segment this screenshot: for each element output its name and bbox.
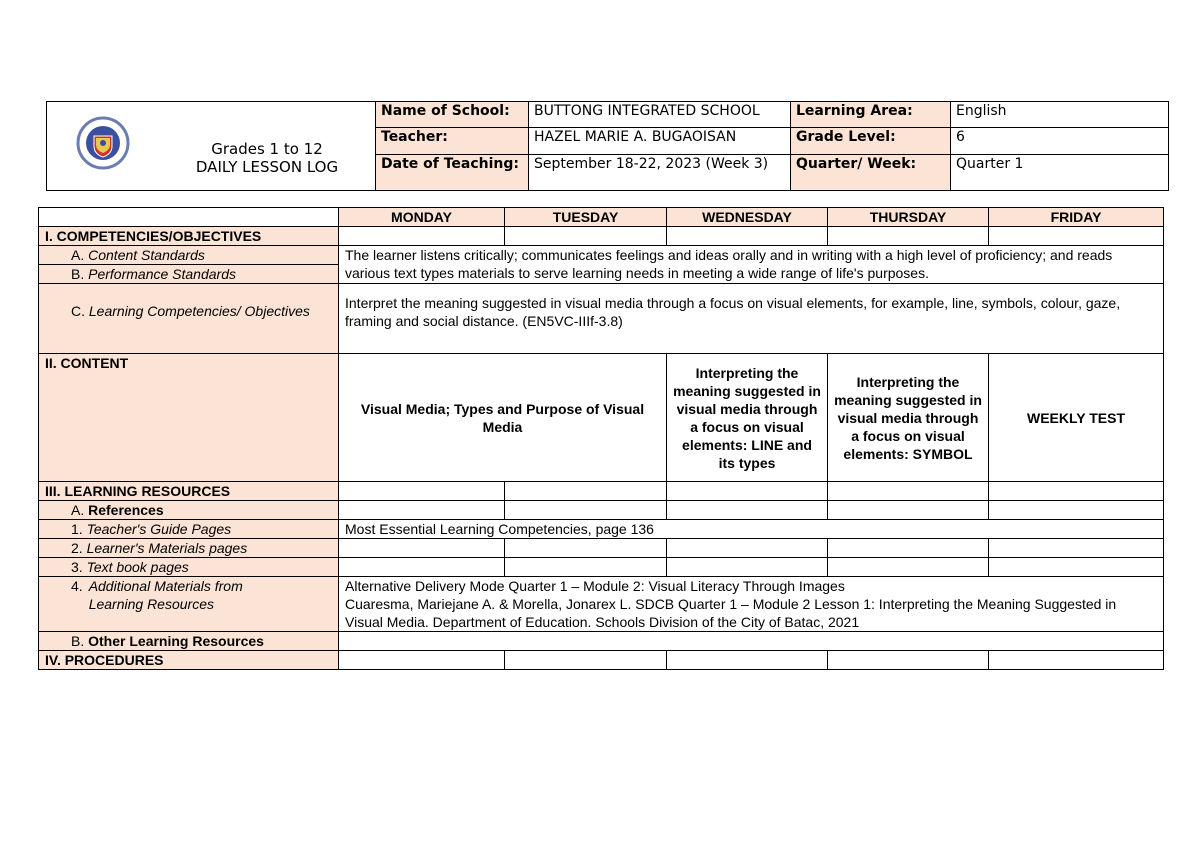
content-fri: WEEKLY TEST	[989, 354, 1164, 482]
am-row	[39, 577, 1164, 632]
lm-label	[39, 539, 339, 558]
grade-value: 6	[951, 128, 1169, 154]
content-mon-tue: Visual Media; Types and Purpose of Visual Media	[339, 354, 667, 482]
school-value: BUTTONG INTEGRATED SCHOOL	[529, 102, 791, 128]
tb-label	[39, 558, 339, 577]
procedures-row	[39, 651, 1164, 670]
am-line1: Alternative Delivery Mode Quarter 1 – Module 2: Visual Literacy Through Images	[345, 578, 845, 594]
tg-label-text: Teacher's Guide Pages	[86, 521, 232, 537]
day-thursday: THURSDAY	[828, 208, 989, 227]
day-friday: FRIDAY	[989, 208, 1164, 227]
resources-row	[39, 482, 1164, 501]
marker-c: C.	[71, 303, 85, 319]
content-row	[39, 354, 1164, 482]
lm-label-text: Learner's Materials pages	[86, 540, 248, 556]
learning-competencies-content: Interpret the meaning suggested in visual media through a focus on visual elements, for example, line, symbols, colour, gaze, framing and social distance. (EN5VC-IIIf-3.8)	[339, 284, 1164, 354]
marker-4: 4.	[71, 578, 83, 594]
quarter-value: Quarter 1	[951, 154, 1169, 190]
am-label	[39, 577, 339, 632]
performance-standards-label	[39, 265, 339, 284]
marker-a2: A.	[71, 502, 85, 518]
date-value: September 18-22, 2023 (Week 3)	[529, 154, 791, 190]
corner-cell	[39, 208, 339, 227]
marker-b: B.	[71, 266, 85, 282]
date-label: Date of Teaching:	[376, 154, 529, 190]
lesson-log-table	[38, 207, 1164, 670]
content-standards-text: Content Standards	[88, 247, 205, 263]
tb-row	[39, 558, 1164, 577]
lesson-log-header	[46, 101, 1169, 191]
content-standards-label	[39, 246, 339, 265]
marker-b2: B.	[71, 633, 85, 649]
marker-1: 1.	[71, 521, 83, 537]
tg-row	[39, 520, 1164, 539]
references-text: References	[88, 502, 164, 518]
procedures-heading: IV. PROCEDURES	[39, 651, 339, 670]
teacher-label: Teacher:	[376, 128, 529, 154]
area-value: English	[951, 102, 1169, 128]
teacher-value: HAZEL MARIE A. BUGAOISAN	[529, 128, 791, 154]
marker-a: A.	[71, 247, 85, 263]
other-resources-row	[39, 632, 1164, 651]
tg-text: Most Essential Learning Competencies, page 136	[339, 520, 1164, 539]
log-title-line1: Grades 1 to 12	[211, 140, 323, 158]
content-heading: II. CONTENT	[39, 354, 339, 482]
standards-text: The learner listens critically; communicates feelings and ideas orally and in writing with a high level of proficiency; and reads various text types materials to serve learning needs in meeting a wide range of life's purposes.	[339, 246, 1164, 284]
day-tuesday: TUESDAY	[505, 208, 667, 227]
school-label: Name of School:	[376, 102, 529, 128]
quarter-label: Quarter/ Week:	[791, 154, 951, 190]
tb-label-text: Text book pages	[86, 559, 189, 575]
references-label	[39, 501, 339, 520]
am-line2: Cuaresma, Mariejane A. & Morella, Jonarex L. SDCB Quarter 1 – Module 2 Lesson 1: Interpreting the Meaning Suggested in Visual Media. Department of Education. Schools Division of the City of Batac, 2021	[345, 596, 1117, 630]
deped-seal-icon	[76, 116, 130, 170]
content-thu: Interpreting the meaning suggested in visual media through a focus on visual elements: SYMBOL	[828, 354, 989, 482]
competencies-row	[39, 227, 1164, 246]
content-wed: Interpreting the meaning suggested in visual media through a focus on visual elements: LINE and its types	[667, 354, 828, 482]
log-title-line2: DAILY LESSON LOG	[195, 158, 339, 176]
marker-3: 3.	[71, 559, 83, 575]
am-label-text: Additional Materials from Learning Resources	[88, 578, 243, 612]
learning-competencies-row	[39, 284, 1164, 354]
other-resources-text: Other Learning Resources	[88, 633, 264, 649]
grade-label: Grade Level:	[791, 128, 951, 154]
day-monday: MONDAY	[339, 208, 505, 227]
tg-label	[39, 520, 339, 539]
performance-standards-text: Performance Standards	[88, 266, 236, 282]
references-row	[39, 501, 1164, 520]
day-wednesday: WEDNESDAY	[667, 208, 828, 227]
other-resources-label	[39, 632, 339, 651]
am-text	[339, 577, 1164, 632]
resources-heading: III. LEARNING RESOURCES	[39, 482, 339, 501]
competencies-heading: I. COMPETENCIES/OBJECTIVES	[39, 227, 339, 246]
marker-2: 2.	[71, 540, 83, 556]
lm-row	[39, 539, 1164, 558]
area-label: Learning Area:	[791, 102, 951, 128]
learning-competencies-text: Learning Competencies/ Objectives	[88, 303, 310, 319]
log-title	[167, 140, 367, 176]
content-standards-row	[39, 246, 1164, 265]
days-row	[39, 208, 1164, 227]
header-logo-cell	[47, 102, 376, 191]
learning-competencies-label	[39, 284, 339, 354]
